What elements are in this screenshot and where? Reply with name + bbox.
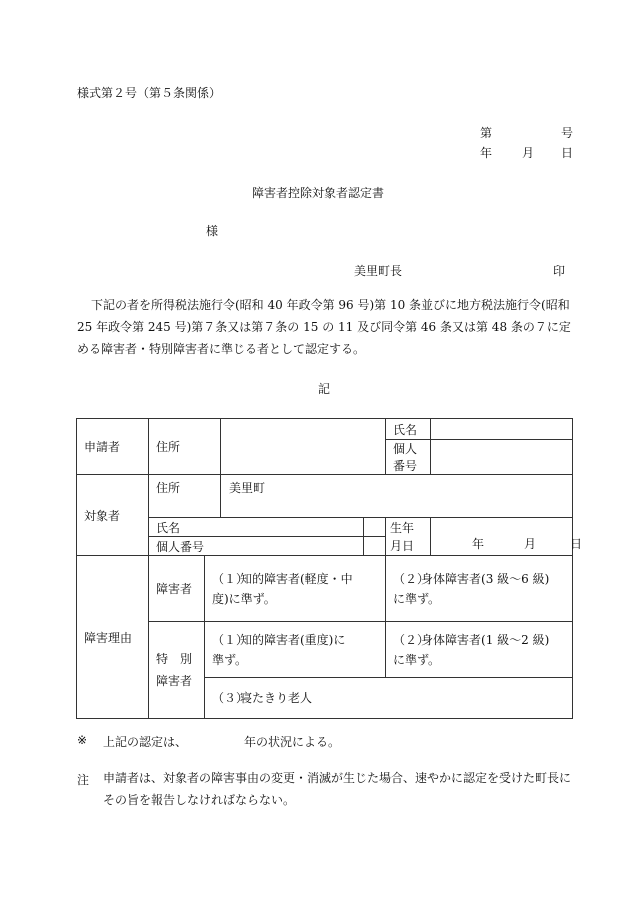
subject-label: 対象者 <box>77 475 149 556</box>
ki-mark: 記 <box>318 382 331 396</box>
addressee-suffix: 様 <box>206 224 219 238</box>
subject-mynumber-label: 個人番号 <box>149 537 364 556</box>
subject-address-field[interactable] <box>221 475 573 518</box>
subject-mynumber-field[interactable] <box>364 537 386 556</box>
applicant-address-field[interactable] <box>221 419 386 475</box>
applicant-name-field[interactable] <box>431 419 573 440</box>
note1-suffix: 年の状況による。 <box>244 735 341 749</box>
issuer: 美里町長 <box>354 264 403 278</box>
subject-dob-label: 生年 月日 <box>386 518 431 556</box>
dob-year: 年 <box>472 537 485 551</box>
note2-mark: 注 <box>77 773 90 787</box>
dob-day: 日 <box>570 537 583 551</box>
subject-dob-field[interactable] <box>431 518 583 556</box>
dob-month: 月 <box>524 537 537 551</box>
disabled-label: 障害者 <box>149 556 205 622</box>
date-year: 年 <box>480 146 493 160</box>
option-mild-intellectual[interactable]: （１）知的障害者(軽度・中 度)に準ず。 <box>205 556 386 622</box>
option-physical-1-2[interactable]: （２）身体障害者(1 級～2 級) に準ず。 <box>386 622 573 678</box>
form-number: 様式第２号（第５条関係） <box>77 86 222 100</box>
option-bedridden-elderly[interactable]: （３）寝たきり老人 <box>205 678 573 719</box>
date-month: 月 <box>522 146 535 160</box>
document-no-suffix: 号 <box>561 126 574 140</box>
note2-text: 申請者は、対象者の障害事由の変更・消滅が生じた場合、速やかに認定を受けた町長にその旨を報告しなければならない。 <box>103 771 572 807</box>
seal-mark: 印 <box>553 264 566 278</box>
subject-address-label: 住所 <box>149 475 221 518</box>
applicant-mynumber-label: 個人番号 <box>386 440 431 475</box>
subject-address-value: 美里町 <box>229 481 266 495</box>
option-severe-intellectual[interactable]: （１）知的障害者(重度)に 準ず。 <box>205 622 386 678</box>
note1-mark: ※ <box>77 733 88 747</box>
subject-name-label: 氏名 <box>149 518 364 537</box>
document-no-prefix: 第 <box>480 126 493 140</box>
applicant-name-label: 氏名 <box>386 419 431 440</box>
document-title: 障害者控除対象者認定書 <box>252 186 385 200</box>
reason-label: 障害理由 <box>77 556 149 719</box>
applicant-mynumber-field[interactable] <box>431 440 573 475</box>
body-text: 下記の者を所得税法施行令(昭和 40 年政令第 96 号)第 10 条並びに地方税法施行令(昭和 25 年政令第 245 号)第７条又は第７条の 15 の 11 及び同令第 46 条又は第 48 条の７に定める障害者・特別障害者に準じる者として認定する。 <box>77 298 571 356</box>
body-paragraph <box>77 294 577 360</box>
note1-prefix: 上記の認定は、 <box>103 735 188 749</box>
applicant-label: 申請者 <box>77 419 149 475</box>
subject-name-field[interactable] <box>364 518 386 537</box>
certification-table <box>76 418 583 719</box>
special-disabled-label: 特 別 障害者 <box>149 622 205 719</box>
date-day: 日 <box>561 146 574 160</box>
option-physical-3-6[interactable]: （２）身体障害者(3 級～6 級) に準ず。 <box>386 556 573 622</box>
applicant-address-label: 住所 <box>149 419 221 475</box>
